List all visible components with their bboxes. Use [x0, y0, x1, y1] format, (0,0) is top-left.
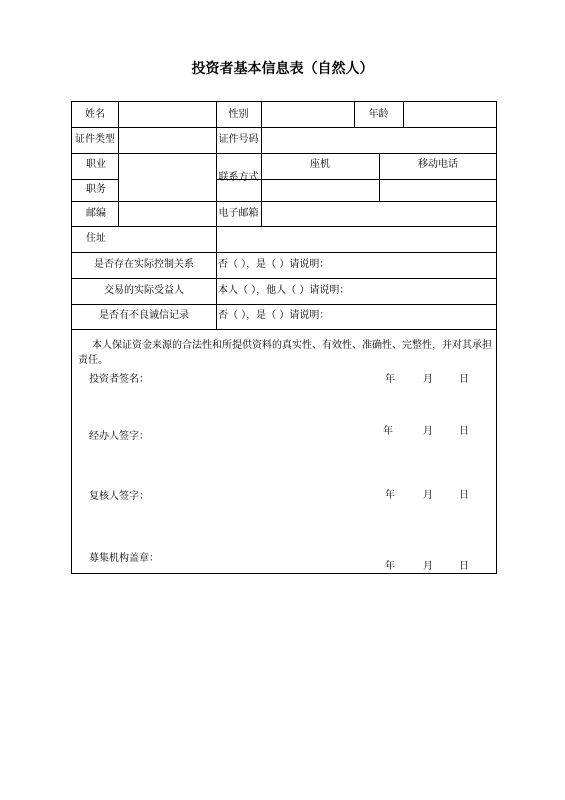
position-field[interactable] — [119, 180, 215, 200]
control-question: 是否存在实际控制关系 — [94, 259, 194, 270]
handler-signature-day: 日 — [459, 426, 469, 437]
row-divider — [72, 278, 496, 279]
id-type-field[interactable] — [119, 128, 215, 152]
email-label: 电子邮箱 — [218, 208, 259, 219]
landline-label: 座机 — [310, 159, 330, 170]
mobile-label: 移动电话 — [418, 159, 458, 170]
institution-seal-year: 年 — [385, 561, 395, 572]
reviewer-signature-day: 日 — [459, 490, 469, 501]
occupation-field[interactable] — [119, 154, 215, 178]
handler-signature-month: 月 — [423, 426, 433, 437]
institution-seal-label: 募集机构盖章： — [89, 553, 159, 564]
id-number-field[interactable] — [262, 128, 496, 152]
reviewer-signature-year: 年 — [385, 490, 395, 501]
occupation-label: 职业 — [86, 159, 106, 170]
postcode-label: 邮编 — [86, 208, 106, 219]
institution-seal-day: 日 — [459, 561, 469, 572]
investor-signature-day: 日 — [459, 374, 469, 385]
name-field[interactable] — [119, 103, 215, 127]
control-answer[interactable]: 否（ ），是（ ）请说明： — [218, 259, 330, 270]
row-divider — [72, 329, 496, 330]
beneficiary-question: 交易的实际受益人 — [104, 285, 184, 296]
postcode-field[interactable] — [119, 202, 215, 225]
name-label: 姓名 — [85, 109, 105, 120]
age-field[interactable] — [404, 103, 496, 127]
info-form-table — [71, 101, 497, 574]
gender-label: 性别 — [228, 109, 249, 120]
contact-label: 联系方式 — [218, 172, 259, 183]
beneficiary-answer[interactable]: 本人（ ），他人（ ）请说明： — [218, 285, 350, 296]
institution-seal-month: 月 — [423, 561, 433, 572]
handler-signature-label: 经办人签字： — [89, 431, 149, 442]
gender-field[interactable] — [262, 103, 353, 127]
mobile-field[interactable] — [380, 180, 496, 200]
row-divider — [72, 252, 496, 253]
id-number-label: 证件号码 — [218, 134, 259, 145]
reviewer-signature-label: 复核人签字： — [89, 491, 149, 502]
investor-signature-label: 投资者签名： — [89, 374, 149, 385]
landline-field[interactable] — [262, 180, 378, 200]
credit-question: 是否有不良诚信记录 — [99, 310, 189, 321]
investor-signature-year: 年 — [385, 374, 395, 385]
email-field[interactable] — [262, 202, 496, 225]
handler-signature-year: 年 — [383, 426, 393, 437]
id-type-label: 证件类型 — [75, 134, 115, 145]
age-label: 年龄 — [368, 109, 389, 120]
address-field[interactable] — [119, 227, 496, 251]
declaration-text: 本人保证资金来源的合法性和所提供资料的真实性、有效性、准确性、完整性，并对其承担责任。 — [78, 340, 492, 366]
credit-answer[interactable]: 否（ ），是（ ）请说明： — [218, 310, 330, 321]
row-divider — [72, 179, 118, 180]
investor-signature-month: 月 — [423, 374, 433, 385]
row-divider — [72, 304, 496, 305]
position-label: 职务 — [86, 184, 106, 195]
form-title: 投资者基本信息表（自然人） — [191, 61, 374, 77]
address-label: 住址 — [86, 233, 106, 244]
reviewer-signature-month: 月 — [423, 490, 433, 501]
